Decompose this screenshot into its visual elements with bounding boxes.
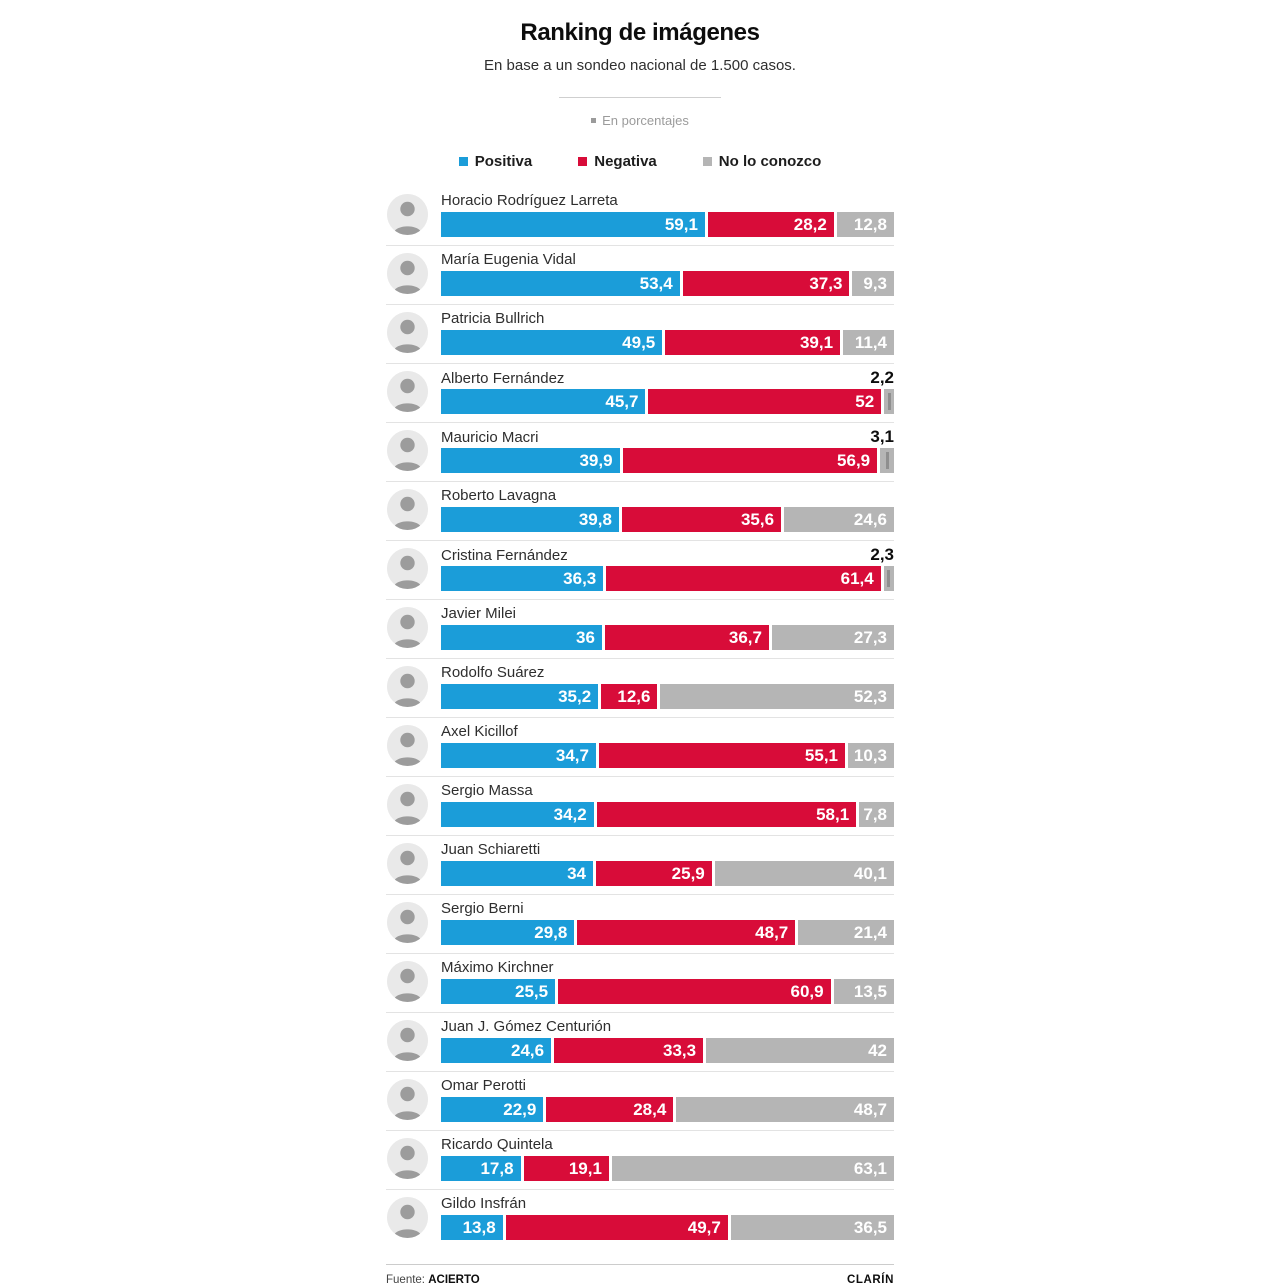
politician-row <box>386 953 894 1012</box>
person-silhouette-icon <box>387 371 428 412</box>
negative-value-label: 25,9 <box>671 863 705 883</box>
positive-bar-segment <box>441 625 602 650</box>
unknown-value-label: 63,1 <box>853 1158 887 1178</box>
negative-value-label: 55,1 <box>804 745 838 765</box>
leader-tick <box>887 570 890 587</box>
negative-bar-segment <box>524 1156 609 1181</box>
unknown-value-label: 40,1 <box>853 863 887 883</box>
positive-bar-segment <box>441 330 662 355</box>
positive-bar-segment <box>441 861 593 886</box>
positive-bar-segment <box>441 566 603 591</box>
politician-row <box>386 835 894 894</box>
page-title: Ranking de imágenes <box>520 19 760 46</box>
negative-value-label: 52 <box>855 391 875 411</box>
positive-bar-segment <box>441 389 645 414</box>
negative-value-label: 35,6 <box>740 509 775 529</box>
stacked-bar <box>441 802 894 827</box>
politician-name: Rodolfo Suárez <box>441 664 545 681</box>
politician-name: Mauricio Macri <box>441 429 539 446</box>
avatar <box>387 312 428 353</box>
stacked-bar <box>441 1215 894 1240</box>
positive-value-label: 17,8 <box>480 1158 514 1178</box>
legend-item <box>459 153 533 170</box>
negative-bar-segment <box>622 507 781 532</box>
politician-name: Ricardo Quintela <box>441 1136 553 1153</box>
negative-value-label: 12,6 <box>617 686 651 706</box>
unknown-bar-segment <box>859 802 894 827</box>
politician-row <box>386 481 894 540</box>
negative-value-label: 36,7 <box>728 627 762 647</box>
footer <box>386 1264 894 1286</box>
positive-bar-segment <box>441 743 596 768</box>
politician-row <box>386 1189 894 1248</box>
politician-row <box>386 717 894 776</box>
person-silhouette-icon <box>387 548 428 589</box>
unknown-value-label: 24,6 <box>853 509 887 529</box>
unknown-bar-segment <box>676 1097 894 1122</box>
positive-bar-segment <box>441 271 680 296</box>
positive-value-label: 49,5 <box>622 332 656 352</box>
politician-row <box>386 1012 894 1071</box>
avatar <box>387 489 428 530</box>
avatar <box>387 1197 428 1238</box>
person-silhouette-icon <box>387 1020 428 1061</box>
politician-name: Gildo Insfrán <box>441 1195 527 1212</box>
source-note <box>386 1274 480 1286</box>
negative-bar-segment <box>606 566 880 591</box>
units-note <box>386 113 894 128</box>
negative-value-label: 19,1 <box>568 1158 602 1178</box>
avatar <box>387 253 428 294</box>
positive-value-label: 34,7 <box>555 745 589 765</box>
politician-name: Patricia Bullrich <box>441 310 545 327</box>
negative-bar-segment <box>546 1097 673 1122</box>
negative-bar-segment <box>683 271 850 296</box>
positive-bar-segment <box>441 979 555 1004</box>
politician-name: Sergio Massa <box>441 782 533 799</box>
negative-value-label: 28,2 <box>793 214 827 234</box>
avatar <box>387 194 428 235</box>
person-silhouette-icon <box>387 1079 428 1120</box>
negative-bar-segment <box>648 389 881 414</box>
positive-bar-segment <box>441 448 620 473</box>
unknown-value-label: 12,8 <box>853 214 887 234</box>
avatar <box>387 371 428 412</box>
unknown-bar-segment <box>784 507 894 532</box>
unknown-bar-segment <box>884 566 894 591</box>
source-name: ACIERTO <box>428 1274 480 1286</box>
negative-value-label: 48,7 <box>755 922 789 942</box>
square-bullet-icon <box>591 118 596 123</box>
negative-bar-segment <box>665 330 840 355</box>
negative-value-label: 37,3 <box>809 273 843 293</box>
unknown-bar-segment <box>852 271 894 296</box>
positive-value-label: 29,8 <box>534 922 568 942</box>
unknown-bar-segment <box>880 448 894 473</box>
politician-row <box>386 363 894 422</box>
negative-bar-segment <box>597 802 856 827</box>
legend-swatch-icon <box>459 157 468 166</box>
unknown-bar-segment <box>848 743 894 768</box>
unknown-value-label: 7,8 <box>863 804 887 824</box>
unknown-value-label: 9,3 <box>863 273 888 293</box>
negative-value-label: 60,9 <box>790 981 824 1001</box>
separator-line <box>559 97 721 98</box>
politician-row <box>386 422 894 481</box>
negative-value-label: 61,4 <box>840 568 874 588</box>
stacked-bar <box>441 212 894 237</box>
avatar <box>387 607 428 648</box>
person-silhouette-icon <box>387 666 428 707</box>
positive-value-label: 39,9 <box>579 450 613 470</box>
politician-row <box>386 187 894 245</box>
unknown-value-above-label: 3,1 <box>870 427 894 446</box>
politician-name: Omar Perotti <box>441 1077 527 1094</box>
positive-bar-segment <box>441 1156 521 1181</box>
politician-name: Juan Schiaretti <box>441 841 541 858</box>
avatar <box>387 843 428 884</box>
negative-value-label: 49,7 <box>687 1217 721 1237</box>
negative-bar-segment <box>577 920 795 945</box>
positive-value-label: 39,8 <box>578 509 612 529</box>
positive-bar-segment <box>441 507 619 532</box>
politician-name: Sergio Berni <box>441 900 524 917</box>
politician-name: Horacio Rodríguez Larreta <box>441 192 618 209</box>
positive-bar-segment <box>441 212 705 237</box>
avatar <box>387 1020 428 1061</box>
brand-logo: CLARÍN <box>846 1274 894 1286</box>
stacked-bar <box>441 1038 894 1063</box>
positive-value-label: 53,4 <box>639 273 673 293</box>
politician-name: Cristina Fernández <box>441 547 568 564</box>
unknown-bar-segment <box>843 330 894 355</box>
positive-value-label: 36,3 <box>563 568 597 588</box>
avatar <box>387 548 428 589</box>
politician-row <box>386 1071 894 1130</box>
positive-value-label: 24,6 <box>510 1040 545 1060</box>
positive-bar-segment <box>441 1097 543 1122</box>
person-silhouette-icon <box>387 1138 428 1179</box>
chart-subtitle: En base a un sondeo nacional de 1.500 casos. <box>484 57 796 74</box>
negative-bar-segment <box>605 625 769 650</box>
politician-name: Axel Kicillof <box>441 723 518 740</box>
avatar <box>387 784 428 825</box>
negative-value-label: 33,3 <box>662 1040 697 1060</box>
positive-value-label: 34 <box>567 863 586 883</box>
unknown-bar-segment <box>660 684 894 709</box>
stacked-bar <box>441 625 894 650</box>
unknown-bar-segment <box>731 1215 894 1240</box>
unknown-value-label: 42 <box>868 1040 887 1060</box>
politician-row <box>386 245 894 304</box>
unknown-bar-segment <box>798 920 894 945</box>
politician-name: Roberto Lavagna <box>441 487 557 504</box>
unknown-bar-segment <box>884 389 894 414</box>
ranking-rows <box>386 187 894 1248</box>
positive-value-label: 25,5 <box>515 981 549 1001</box>
politician-row <box>386 1130 894 1189</box>
legend-label: Positiva <box>474 153 533 170</box>
source-label: Fuente: <box>386 1274 425 1286</box>
negative-value-label: 58,1 <box>816 804 850 824</box>
legend <box>386 153 894 170</box>
positive-value-label: 36 <box>576 627 595 647</box>
stacked-bar <box>441 389 894 414</box>
politician-row <box>386 599 894 658</box>
negative-value-label: 39,1 <box>799 332 834 352</box>
person-silhouette-icon <box>387 607 428 648</box>
unknown-value-label: 36,5 <box>853 1217 887 1237</box>
stacked-bar <box>441 920 894 945</box>
person-silhouette-icon <box>387 961 428 1002</box>
leader-tick <box>886 452 889 469</box>
politician-name: Máximo Kirchner <box>441 959 554 976</box>
negative-bar-segment <box>708 212 834 237</box>
negative-bar-segment <box>558 979 831 1004</box>
person-silhouette-icon <box>387 725 428 766</box>
units-note-text: En porcentajes <box>602 113 689 128</box>
legend-label: No lo conozco <box>718 153 822 170</box>
positive-value-label: 35,2 <box>558 686 592 706</box>
avatar <box>387 902 428 943</box>
unknown-value-label: 48,7 <box>853 1099 887 1119</box>
positive-value-label: 45,7 <box>605 391 639 411</box>
person-silhouette-icon <box>387 430 428 471</box>
politician-row <box>386 894 894 953</box>
negative-bar-segment <box>599 743 845 768</box>
avatar <box>387 1138 428 1179</box>
negative-bar-segment <box>596 861 712 886</box>
leader-tick <box>888 393 891 410</box>
person-silhouette-icon <box>387 489 428 530</box>
legend-swatch-icon <box>703 157 712 166</box>
infographic <box>386 0 894 1286</box>
legend-item <box>703 153 822 170</box>
unknown-bar-segment <box>706 1038 894 1063</box>
positive-value-label: 34,2 <box>553 804 587 824</box>
person-silhouette-icon <box>387 194 428 235</box>
person-silhouette-icon <box>387 1197 428 1238</box>
positive-bar-segment <box>441 802 594 827</box>
politician-name: Javier Milei <box>441 605 517 622</box>
unknown-bar-segment <box>612 1156 894 1181</box>
stacked-bar <box>441 743 894 768</box>
politician-row <box>386 304 894 363</box>
person-silhouette-icon <box>387 253 428 294</box>
politician-name: Alberto Fernández <box>441 370 565 387</box>
unknown-value-label: 10,3 <box>853 745 887 765</box>
unknown-value-label: 11,4 <box>854 332 887 352</box>
negative-bar-segment <box>506 1215 728 1240</box>
unknown-value-label: 27,3 <box>853 627 887 647</box>
stacked-bar <box>441 979 894 1004</box>
stacked-bar <box>441 271 894 296</box>
stacked-bar <box>441 684 894 709</box>
negative-value-label: 28,4 <box>633 1099 667 1119</box>
unknown-value-label: 13,5 <box>853 981 887 1001</box>
politician-row <box>386 658 894 717</box>
positive-bar-segment <box>441 1038 551 1063</box>
positive-bar-segment <box>441 1215 503 1240</box>
positive-bar-segment <box>441 684 598 709</box>
legend-label: Negativa <box>594 153 657 170</box>
unknown-bar-segment <box>772 625 894 650</box>
stacked-bar <box>441 448 894 473</box>
avatar <box>387 430 428 471</box>
politician-name: María Eugenia Vidal <box>441 251 576 268</box>
stacked-bar <box>441 566 894 591</box>
positive-bar-segment <box>441 920 574 945</box>
avatar <box>387 666 428 707</box>
person-silhouette-icon <box>387 312 428 353</box>
avatar <box>387 961 428 1002</box>
person-silhouette-icon <box>387 902 428 943</box>
stacked-bar <box>441 861 894 886</box>
unknown-value-label: 21,4 <box>853 922 887 942</box>
legend-item <box>578 153 657 170</box>
negative-bar-segment <box>623 448 878 473</box>
unknown-value-above-label: 2,3 <box>870 545 894 564</box>
unknown-value-label: 52,3 <box>853 686 887 706</box>
avatar <box>387 1079 428 1120</box>
politician-row <box>386 540 894 599</box>
positive-value-label: 13,8 <box>462 1217 496 1237</box>
negative-value-label: 56,9 <box>837 450 871 470</box>
negative-bar-segment <box>554 1038 703 1063</box>
stacked-bar <box>441 507 894 532</box>
politician-name: Juan J. Gómez Centurión <box>441 1018 612 1035</box>
person-silhouette-icon <box>387 843 428 884</box>
avatar <box>387 725 428 766</box>
unknown-bar-segment <box>834 979 894 1004</box>
unknown-bar-segment <box>837 212 894 237</box>
positive-value-label: 22,9 <box>503 1099 537 1119</box>
legend-swatch-icon <box>578 157 587 166</box>
negative-bar-segment <box>601 684 657 709</box>
unknown-bar-segment <box>715 861 894 886</box>
stacked-bar <box>441 1097 894 1122</box>
stacked-bar <box>441 1156 894 1181</box>
unknown-value-above-label: 2,2 <box>870 368 894 387</box>
politician-row <box>386 776 894 835</box>
person-silhouette-icon <box>387 784 428 825</box>
positive-value-label: 59,1 <box>664 214 698 234</box>
stacked-bar <box>441 330 894 355</box>
